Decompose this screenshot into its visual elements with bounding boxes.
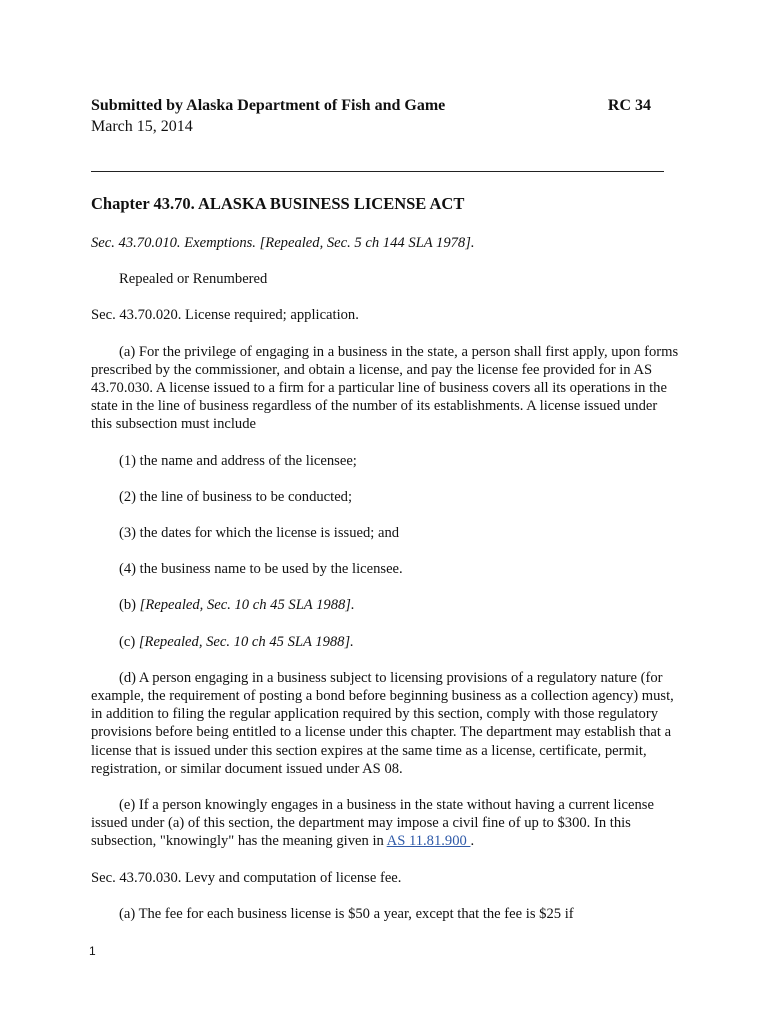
list-item-1: (1) the name and address of the licensee; <box>119 452 357 469</box>
statute-link[interactable]: AS 11.81.900 <box>386 833 471 850</box>
section-020-paragraph-c <box>91 633 681 651</box>
document-header <box>91 95 651 137</box>
header-divider <box>91 171 664 172</box>
submitted-by-line: Submitted by Alaska Department of Fish and Game <box>91 97 446 114</box>
paragraph-c-repealed: [Repealed, Sec. 10 ch 45 SLA 1988]. <box>138 633 354 650</box>
section-020-paragraph-e <box>91 796 681 851</box>
chapter-title: Chapter 43.70. ALASKA BUSINESS LICENSE ACT <box>91 194 465 213</box>
list-item-3: (3) the dates for which the license is issued; and <box>119 525 400 542</box>
paragraph-b-label: (b) <box>119 597 140 614</box>
paragraph-b-repealed: [Repealed, Sec. 10 ch 45 SLA 1988]. <box>139 597 355 614</box>
list-item-2: (2) the line of business to be conducted; <box>119 488 353 505</box>
paragraph-e-end: . <box>470 833 475 850</box>
paragraph-c-label: (c) <box>119 633 139 650</box>
section-030-title: Sec. 43.70.030. Levy and computation of license fee. <box>91 869 402 886</box>
section-020-paragraph-b <box>91 596 681 614</box>
rc-number: RC 34 <box>607 97 651 114</box>
section-020-paragraph-a: (a) For the privilege of engaging in a business in the state, a person shall first apply, upon forms prescribed by the commissioner, and obtain a license, and pay the license fee provided for in AS 43.70.030. A license issued to a firm for a particular line of business covers all its operations in the state in the line of business regardless of the number of its establishments. A license issued under this subsection must include <box>91 343 679 433</box>
section-010-note: Repealed or Renumbered <box>119 271 268 288</box>
document-body <box>91 194 681 941</box>
section-020-title: Sec. 43.70.020. License required; application. <box>91 307 359 324</box>
list-item-4: (4) the business name to be used by the licensee. <box>119 561 403 578</box>
header-row <box>91 95 651 116</box>
paragraph-e-text: (e) If a person knowingly engages in a business in the state without having a current license issued under (a) of this section, the department may impose a civil fine of up to $300. In this subsection, "knowingly" has the meaning given in <box>91 797 654 850</box>
section-030-paragraph-a: (a) The fee for each business license is $50 a year, except that the fee is $25 if <box>119 905 574 922</box>
section-020-paragraph-d: (d) A person engaging in a business subject to licensing provisions of a regulatory nature (for example, the requirement of posting a bond before beginning business as a collection agency) must, in addition to filing the regular application required by this section, comply with those regulatory provisions before being entitled to a license under this chapter. The department may establish that a license that is issued under this section expires at the same time as a license, certificate, permit, registration, or similar document issued under AS 08. <box>91 669 674 777</box>
submission-date: March 15, 2014 <box>91 118 193 135</box>
section-010-title: Sec. 43.70.010. Exemptions. [Repealed, Sec. 5 ch 144 SLA 1978]. <box>91 235 475 251</box>
page-number: 1 <box>89 944 96 958</box>
